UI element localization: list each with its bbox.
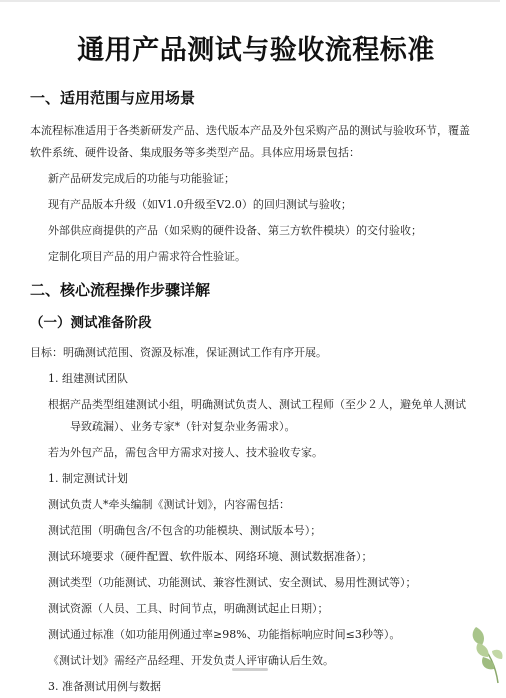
document-title: 通用产品测试与验收流程标准	[77, 35, 435, 66]
plan-item: 测试环境要求（硬件配置、软件版本、网络环境、测试数据准备）；	[48, 550, 373, 563]
step-1-line-2: 导致疏漏）、业务专家*（针对复杂业务需求）。	[70, 420, 296, 433]
step-1-label: 1. 组建测试团队	[48, 372, 128, 385]
step-1-note: 若为外包产品，需包含甲方需求对接人、技术验收专家。	[48, 446, 323, 459]
leaf-decoration-icon	[468, 623, 506, 683]
step-2-lead: 测试负责人*牵头编制《测试计划》，内容需包括：	[48, 498, 290, 511]
section-1-intro-line-1: 本流程标准适用于各类新研发产品、迭代版本产品及外包采购产品的测试与验收环节，覆盖	[30, 124, 470, 137]
section-1-heading: 一、适用范围与应用场景	[30, 89, 196, 107]
scenario-item: 现有产品版本升级（如V1.0升级至V2.0）的回归测试与验收；	[48, 198, 352, 211]
plan-item: 测试范围（明确包含/不包含的功能模块、测试版本号）；	[48, 524, 322, 537]
top-divider	[0, 0, 500, 2]
phase-1-heading: （一）测试准备阶段	[30, 315, 152, 331]
step-2-review: 《测试计划》需经产品经理、开发负责人评审确认后生效。	[48, 654, 334, 667]
step-2-label: 1. 制定测试计划	[48, 472, 128, 485]
plan-item: 测试资源（人员、工具、时间节点，明确测试起止日期）；	[48, 602, 329, 615]
scenario-item: 外部供应商提供的产品（如采购的硬件设备、第三方软件模块）的交付验收；	[48, 224, 422, 237]
page-indicator-bar	[232, 668, 268, 671]
phase-1-goal: 目标：明确测试范围、资源及标准，保证测试工作有序开展。	[30, 346, 327, 359]
section-2-heading: 二、核心流程操作步骤详解	[30, 281, 211, 299]
scenario-item: 定制化项目产品的用户需求符合性验证。	[48, 250, 246, 263]
scenario-item: 新产品研发完成后的功能与功能验证；	[48, 172, 235, 185]
section-1-intro-line-2: 软件系统、硬件设备、集成服务等多类型产品。具体应用场景包括：	[30, 146, 360, 159]
step-3-label: 3. 准备测试用例与数据	[48, 680, 161, 693]
plan-item: 测试通过标准（如功能用例通过率≥98%、功能指标响应时间≤3秒等）。	[48, 628, 401, 641]
step-1-line-1: 根据产品类型组建测试小组，明确测试负责人、测试工程师（至少２人，避免单人测试	[48, 398, 466, 411]
plan-item: 测试类型（功能测试、功能测试、兼容性测试、安全测试、易用性测试等）；	[48, 576, 417, 589]
